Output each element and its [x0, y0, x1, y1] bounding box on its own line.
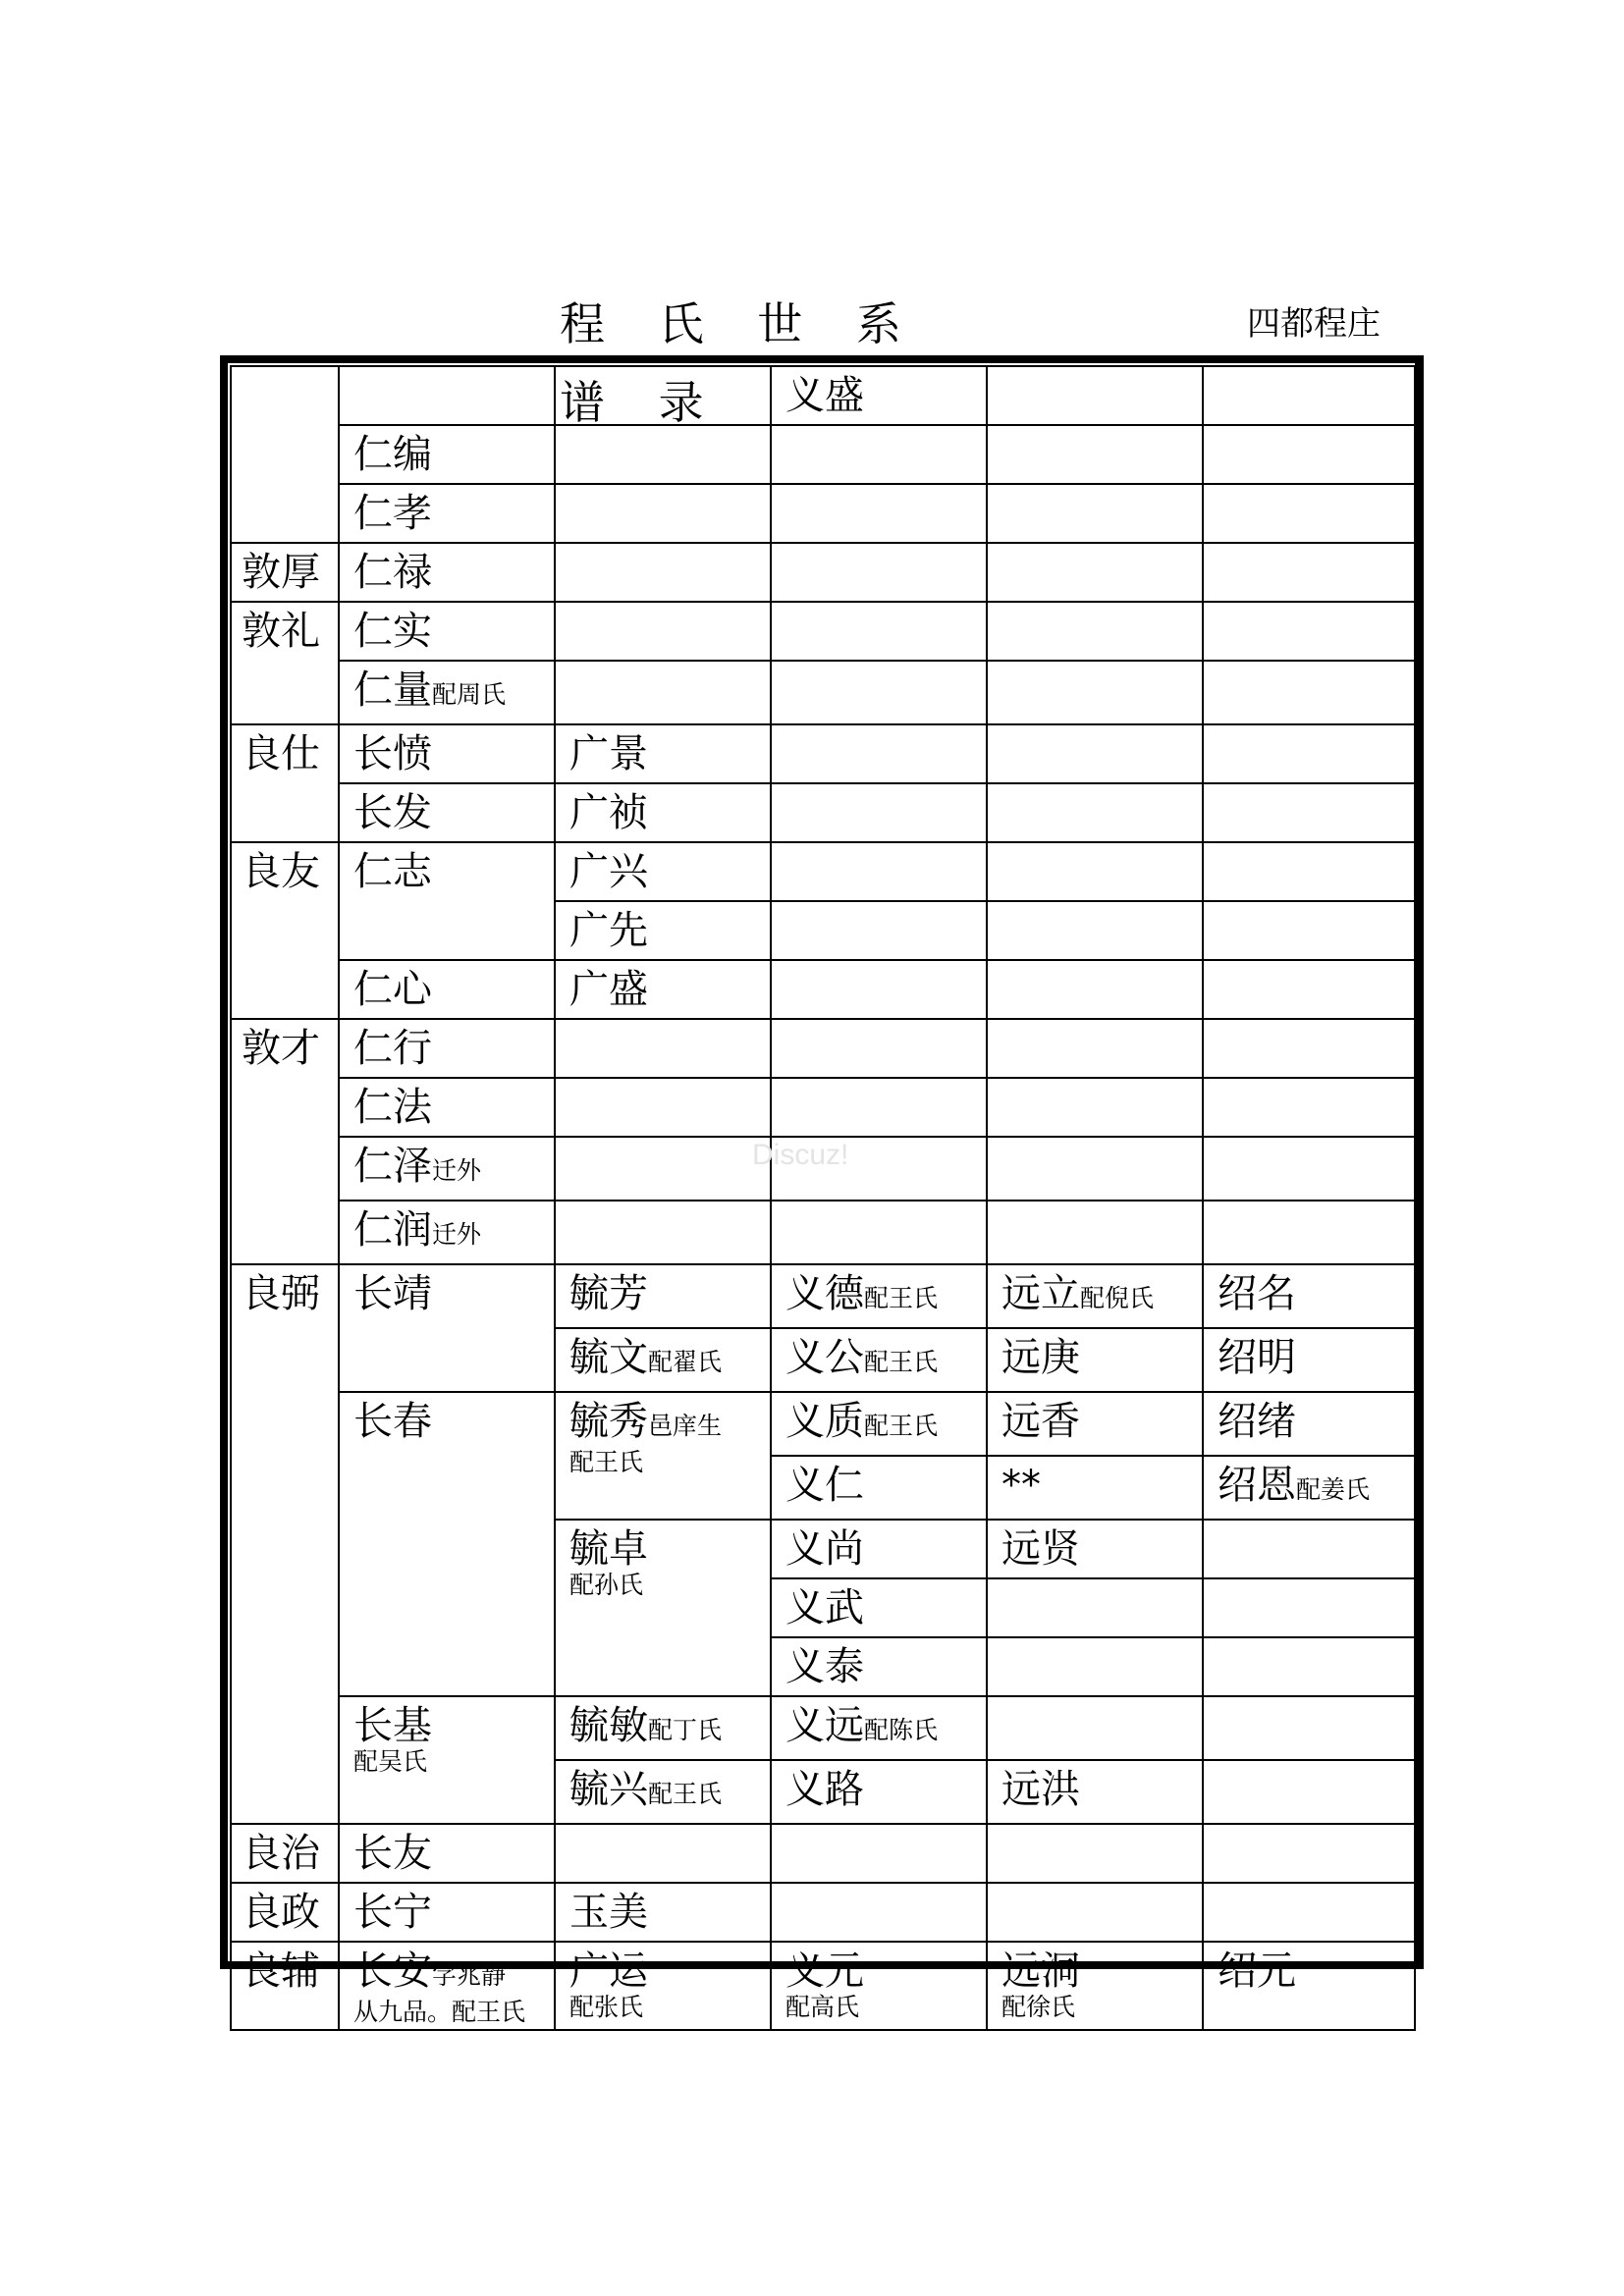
table-row [231, 366, 1415, 425]
gen3-name: 广祯 [569, 790, 648, 835]
gen2-cell [339, 1019, 555, 1078]
gen3-name: 广运 [569, 1949, 648, 1994]
gen3-cell [555, 1696, 771, 1760]
gen4-note: 配陈氏 [864, 1716, 939, 1744]
gen3-name: 毓敏 [569, 1703, 648, 1748]
gen3-name: 毓芳 [569, 1271, 648, 1316]
gen5-cell [987, 901, 1203, 960]
gen2-spouse: 配吴氏 [353, 1747, 428, 1776]
gen5-cell [987, 1578, 1203, 1637]
gen5-cell [987, 1824, 1203, 1883]
gen4-cell [771, 901, 987, 960]
gen3-spouse: 配王氏 [569, 1448, 644, 1476]
gen2-name: 仁孝 [353, 491, 432, 536]
gen1-cell [231, 842, 339, 1019]
gen3-name: 毓文 [569, 1335, 648, 1380]
gen2-name: 长友 [353, 1831, 432, 1876]
gen5-cell [987, 1942, 1203, 2030]
gen3-name: 毓卓 [569, 1526, 648, 1572]
gen1-name: 良政 [242, 1890, 320, 1935]
gen6-cell [1203, 842, 1415, 901]
gen2-cell [339, 661, 555, 724]
gen1-name: 良弼 [242, 1271, 320, 1316]
gen3-note: 配翟氏 [648, 1348, 723, 1376]
gen3-cell [555, 1019, 771, 1078]
gen1-cell [231, 1264, 339, 1824]
gen2-cell [339, 842, 555, 960]
table-row [231, 1078, 1415, 1137]
gen5-cell [987, 1637, 1203, 1696]
gen1-name: 敦厚 [242, 550, 320, 595]
gen5-cell [987, 543, 1203, 602]
gen4-cell [771, 783, 987, 842]
gen5-cell [987, 1392, 1203, 1456]
gen1-cell [231, 1942, 339, 2030]
gen4-cell [771, 1520, 987, 1578]
gen1-name: 良治 [242, 1831, 320, 1876]
gen3-cell [555, 484, 771, 543]
gen6-cell [1203, 1760, 1415, 1824]
gen3-cell [555, 960, 771, 1019]
gen2-note: 迁外 [432, 1156, 482, 1185]
gen2-cell [339, 1696, 555, 1824]
gen3-cell [555, 1942, 771, 2030]
gen2-cell [339, 1883, 555, 1942]
gen3-name: 广先 [569, 908, 648, 953]
gen4-cell [771, 484, 987, 543]
gen2-cell [339, 1942, 555, 2030]
gen1-cell [231, 1883, 339, 1942]
gen4-name: 义泰 [785, 1644, 864, 1689]
gen3-name: 毓秀 [569, 1399, 648, 1444]
gen4-cell [771, 960, 987, 1019]
gen6-cell [1203, 1264, 1415, 1328]
gen2-name: 长发 [353, 790, 432, 835]
gen3-name: 广兴 [569, 849, 648, 894]
gen6-cell [1203, 724, 1415, 783]
gen5-cell [987, 1760, 1203, 1824]
gen5-cell [987, 783, 1203, 842]
gen6-name: 绍恩 [1218, 1463, 1296, 1508]
gen6-cell [1203, 602, 1415, 661]
gen5-note: 配倪氏 [1080, 1284, 1155, 1312]
gen4-cell [771, 1824, 987, 1883]
gen3-name: 广景 [569, 731, 648, 776]
gen3-cell [555, 842, 771, 901]
gen3-name: 广盛 [569, 967, 648, 1012]
gen2-name: 仁法 [353, 1085, 432, 1130]
gen4-cell [771, 1328, 987, 1392]
gen4-cell [771, 724, 987, 783]
gen4-cell [771, 602, 987, 661]
gen2-note: 字兆静 [432, 1961, 507, 1990]
gen5-cell [987, 1137, 1203, 1201]
gen4-cell [771, 842, 987, 901]
gen6-name: 绍明 [1218, 1335, 1296, 1380]
gen4-name: 义远 [785, 1703, 864, 1748]
gen6-cell [1203, 1520, 1415, 1578]
table-row [231, 484, 1415, 543]
gen5-name: 远庚 [1001, 1335, 1080, 1380]
gen5-name: 远贤 [1001, 1526, 1080, 1572]
gen4-cell [771, 1392, 987, 1456]
gen6-cell [1203, 366, 1415, 425]
gen2-cell [339, 783, 555, 842]
gen2-spouse: 从九品。配王氏 [353, 1998, 526, 2026]
gen3-cell [555, 724, 771, 783]
gen1-cell [231, 366, 339, 543]
gen1-cell [231, 543, 339, 602]
gen6-name: 绍名 [1218, 1271, 1296, 1316]
table-row [231, 783, 1415, 842]
gen5-cell [987, 842, 1203, 901]
gen6-cell [1203, 543, 1415, 602]
gen2-cell [339, 425, 555, 484]
watermark: Discuz! [752, 1139, 849, 1171]
table-row [231, 543, 1415, 602]
gen5-name: 远香 [1001, 1399, 1080, 1444]
gen4-spouse: 配高氏 [785, 1993, 860, 2021]
gen3-cell [555, 425, 771, 484]
gen2-cell [339, 543, 555, 602]
gen2-cell [339, 960, 555, 1019]
gen2-cell [339, 1201, 555, 1264]
gen4-name: 义仁 [785, 1463, 864, 1508]
gen2-name: 仁禄 [353, 550, 432, 595]
gen1-name: 良辅 [242, 1949, 320, 1994]
gen6-cell [1203, 661, 1415, 724]
gen4-name: 义盛 [785, 373, 864, 418]
gen2-cell [339, 484, 555, 543]
table-row [231, 1201, 1415, 1264]
gen3-cell [555, 1264, 771, 1328]
gen2-note: 迁外 [432, 1220, 482, 1249]
gen2-name: 仁志 [353, 849, 432, 894]
gen4-name: 义尚 [785, 1526, 864, 1572]
gen2-name: 长安 [353, 1949, 432, 1994]
gen4-cell [771, 1201, 987, 1264]
gen5-cell [987, 724, 1203, 783]
gen3-name: 玉美 [569, 1890, 648, 1935]
gen6-cell [1203, 1942, 1415, 2030]
gen4-cell [771, 1696, 987, 1760]
gen1-name: 敦才 [242, 1026, 320, 1071]
gen6-cell [1203, 1456, 1415, 1520]
gen6-cell [1203, 960, 1415, 1019]
gen6-cell [1203, 1578, 1415, 1637]
table-row [231, 1883, 1415, 1942]
gen2-name: 长愤 [353, 731, 432, 776]
gen4-note: 配王氏 [864, 1284, 939, 1312]
gen4-cell [771, 543, 987, 602]
gen4-cell [771, 1883, 987, 1942]
gen3-cell [555, 1078, 771, 1137]
gen5-cell [987, 366, 1203, 425]
gen1-cell [231, 1019, 339, 1264]
table-row [231, 842, 1415, 901]
gen4-note: 配王氏 [864, 1412, 939, 1440]
gen4-cell [771, 1019, 987, 1078]
gen3-cell [555, 1520, 771, 1696]
gen5-cell [987, 1201, 1203, 1264]
genealogy-table [230, 365, 1416, 2031]
gen2-cell [339, 366, 555, 425]
gen4-cell [771, 661, 987, 724]
gen2-name: 仁编 [353, 432, 432, 477]
gen6-cell [1203, 1328, 1415, 1392]
gen6-note: 配姜氏 [1296, 1475, 1371, 1504]
gen3-cell [555, 543, 771, 602]
gen2-cell [339, 1824, 555, 1883]
gen2-name: 仁实 [353, 609, 432, 654]
table-row [231, 1824, 1415, 1883]
gen6-cell [1203, 425, 1415, 484]
gen4-cell [771, 1578, 987, 1637]
table-row [231, 1392, 1415, 1456]
gen3-cell [555, 661, 771, 724]
gen3-cell [555, 901, 771, 960]
gen5-cell [987, 1520, 1203, 1578]
gen5-cell [987, 1328, 1203, 1392]
gen3-cell [555, 602, 771, 661]
gen2-name: 仁泽 [353, 1144, 432, 1189]
gen3-note: 配王氏 [648, 1780, 723, 1808]
gen1-cell [231, 724, 339, 842]
gen2-name: 仁行 [353, 1026, 432, 1071]
gen6-cell [1203, 1019, 1415, 1078]
gen1-name: 敦礼 [242, 609, 320, 654]
gen2-cell [339, 1137, 555, 1201]
table-row [231, 724, 1415, 783]
gen3-cell [555, 366, 771, 425]
gen6-cell [1203, 1637, 1415, 1696]
gen2-name: 长春 [353, 1399, 432, 1444]
table-row [231, 1696, 1415, 1760]
gen5-cell [987, 1078, 1203, 1137]
gen5-cell [987, 1696, 1203, 1760]
gen4-cell [771, 1456, 987, 1520]
gen5-cell [987, 960, 1203, 1019]
table-row [231, 960, 1415, 1019]
table-row [231, 661, 1415, 724]
gen4-name: 义德 [785, 1271, 864, 1316]
gen2-cell [339, 1264, 555, 1392]
gen5-name: 远洞 [1001, 1949, 1080, 1994]
gen4-cell [771, 1264, 987, 1328]
gen3-note: 配丁氏 [648, 1716, 723, 1744]
gen6-cell [1203, 1201, 1415, 1264]
gen5-cell [987, 1456, 1203, 1520]
gen6-name: 绍元 [1218, 1949, 1296, 1994]
gen6-cell [1203, 783, 1415, 842]
gen4-name: 义质 [785, 1399, 864, 1444]
gen2-name: 仁润 [353, 1207, 432, 1253]
gen4-cell [771, 425, 987, 484]
gen4-cell [771, 1078, 987, 1137]
gen3-note: 邑庠生 [648, 1412, 723, 1440]
gen3-cell [555, 783, 771, 842]
gen4-cell [771, 366, 987, 425]
gen5-name: 远立 [1001, 1271, 1080, 1316]
gen2-name: 仁量 [353, 667, 432, 713]
gen3-cell [555, 1328, 771, 1392]
gen2-name: 长基 [353, 1703, 432, 1748]
gen5-cell [987, 1264, 1203, 1328]
gen2-name: 长靖 [353, 1271, 432, 1316]
gen2-name: 仁心 [353, 967, 432, 1012]
gen2-cell [339, 1078, 555, 1137]
gen5-cell [987, 1883, 1203, 1942]
gen6-cell [1203, 901, 1415, 960]
gen3-spouse: 配孙氏 [569, 1571, 644, 1599]
gen1-cell [231, 1824, 339, 1883]
gen1-cell [231, 602, 339, 724]
gen5-name: ** [1001, 1463, 1041, 1508]
gen4-name: 义武 [785, 1585, 864, 1630]
table-row [231, 1019, 1415, 1078]
gen3-cell [555, 1883, 771, 1942]
gen5-spouse: 配徐氏 [1001, 1993, 1076, 2021]
gen4-cell [771, 1942, 987, 2030]
gen5-cell [987, 484, 1203, 543]
gen3-cell [555, 1760, 771, 1824]
gen3-name: 毓兴 [569, 1767, 648, 1812]
location-label: 四都程庄 [1247, 304, 1380, 344]
gen3-cell [555, 1392, 771, 1520]
gen4-name: 义路 [785, 1767, 864, 1812]
gen5-cell [987, 602, 1203, 661]
gen1-name: 良友 [242, 849, 320, 894]
gen2-cell [339, 602, 555, 661]
gen4-cell [771, 1637, 987, 1696]
gen4-note: 配王氏 [864, 1348, 939, 1376]
table-row [231, 1942, 1415, 2030]
gen6-name: 绍绪 [1218, 1399, 1296, 1444]
table-row [231, 602, 1415, 661]
gen4-cell [771, 1760, 987, 1824]
gen2-cell [339, 724, 555, 783]
gen2-note: 配周氏 [432, 680, 507, 709]
table-row [231, 1264, 1415, 1328]
gen6-cell [1203, 1392, 1415, 1456]
gen6-cell [1203, 1078, 1415, 1137]
gen2-cell [339, 1392, 555, 1696]
gen5-cell [987, 1019, 1203, 1078]
gen4-name: 义元 [785, 1949, 864, 1994]
gen2-name: 长宁 [353, 1890, 432, 1935]
gen6-cell [1203, 1696, 1415, 1760]
gen6-cell [1203, 1824, 1415, 1883]
gen6-cell [1203, 484, 1415, 543]
page-title: 程 氏 世 系 谱 录 [560, 297, 921, 429]
gen1-name: 良仕 [242, 731, 320, 776]
gen4-name: 义公 [785, 1335, 864, 1380]
gen5-name: 远洪 [1001, 1767, 1080, 1812]
table-row [231, 425, 1415, 484]
gen3-spouse: 配张氏 [569, 1993, 644, 2021]
gen3-cell [555, 1824, 771, 1883]
gen6-cell [1203, 1883, 1415, 1942]
gen3-cell [555, 1137, 771, 1201]
gen5-cell [987, 425, 1203, 484]
gen5-cell [987, 661, 1203, 724]
gen3-cell [555, 1201, 771, 1264]
gen6-cell [1203, 1137, 1415, 1201]
